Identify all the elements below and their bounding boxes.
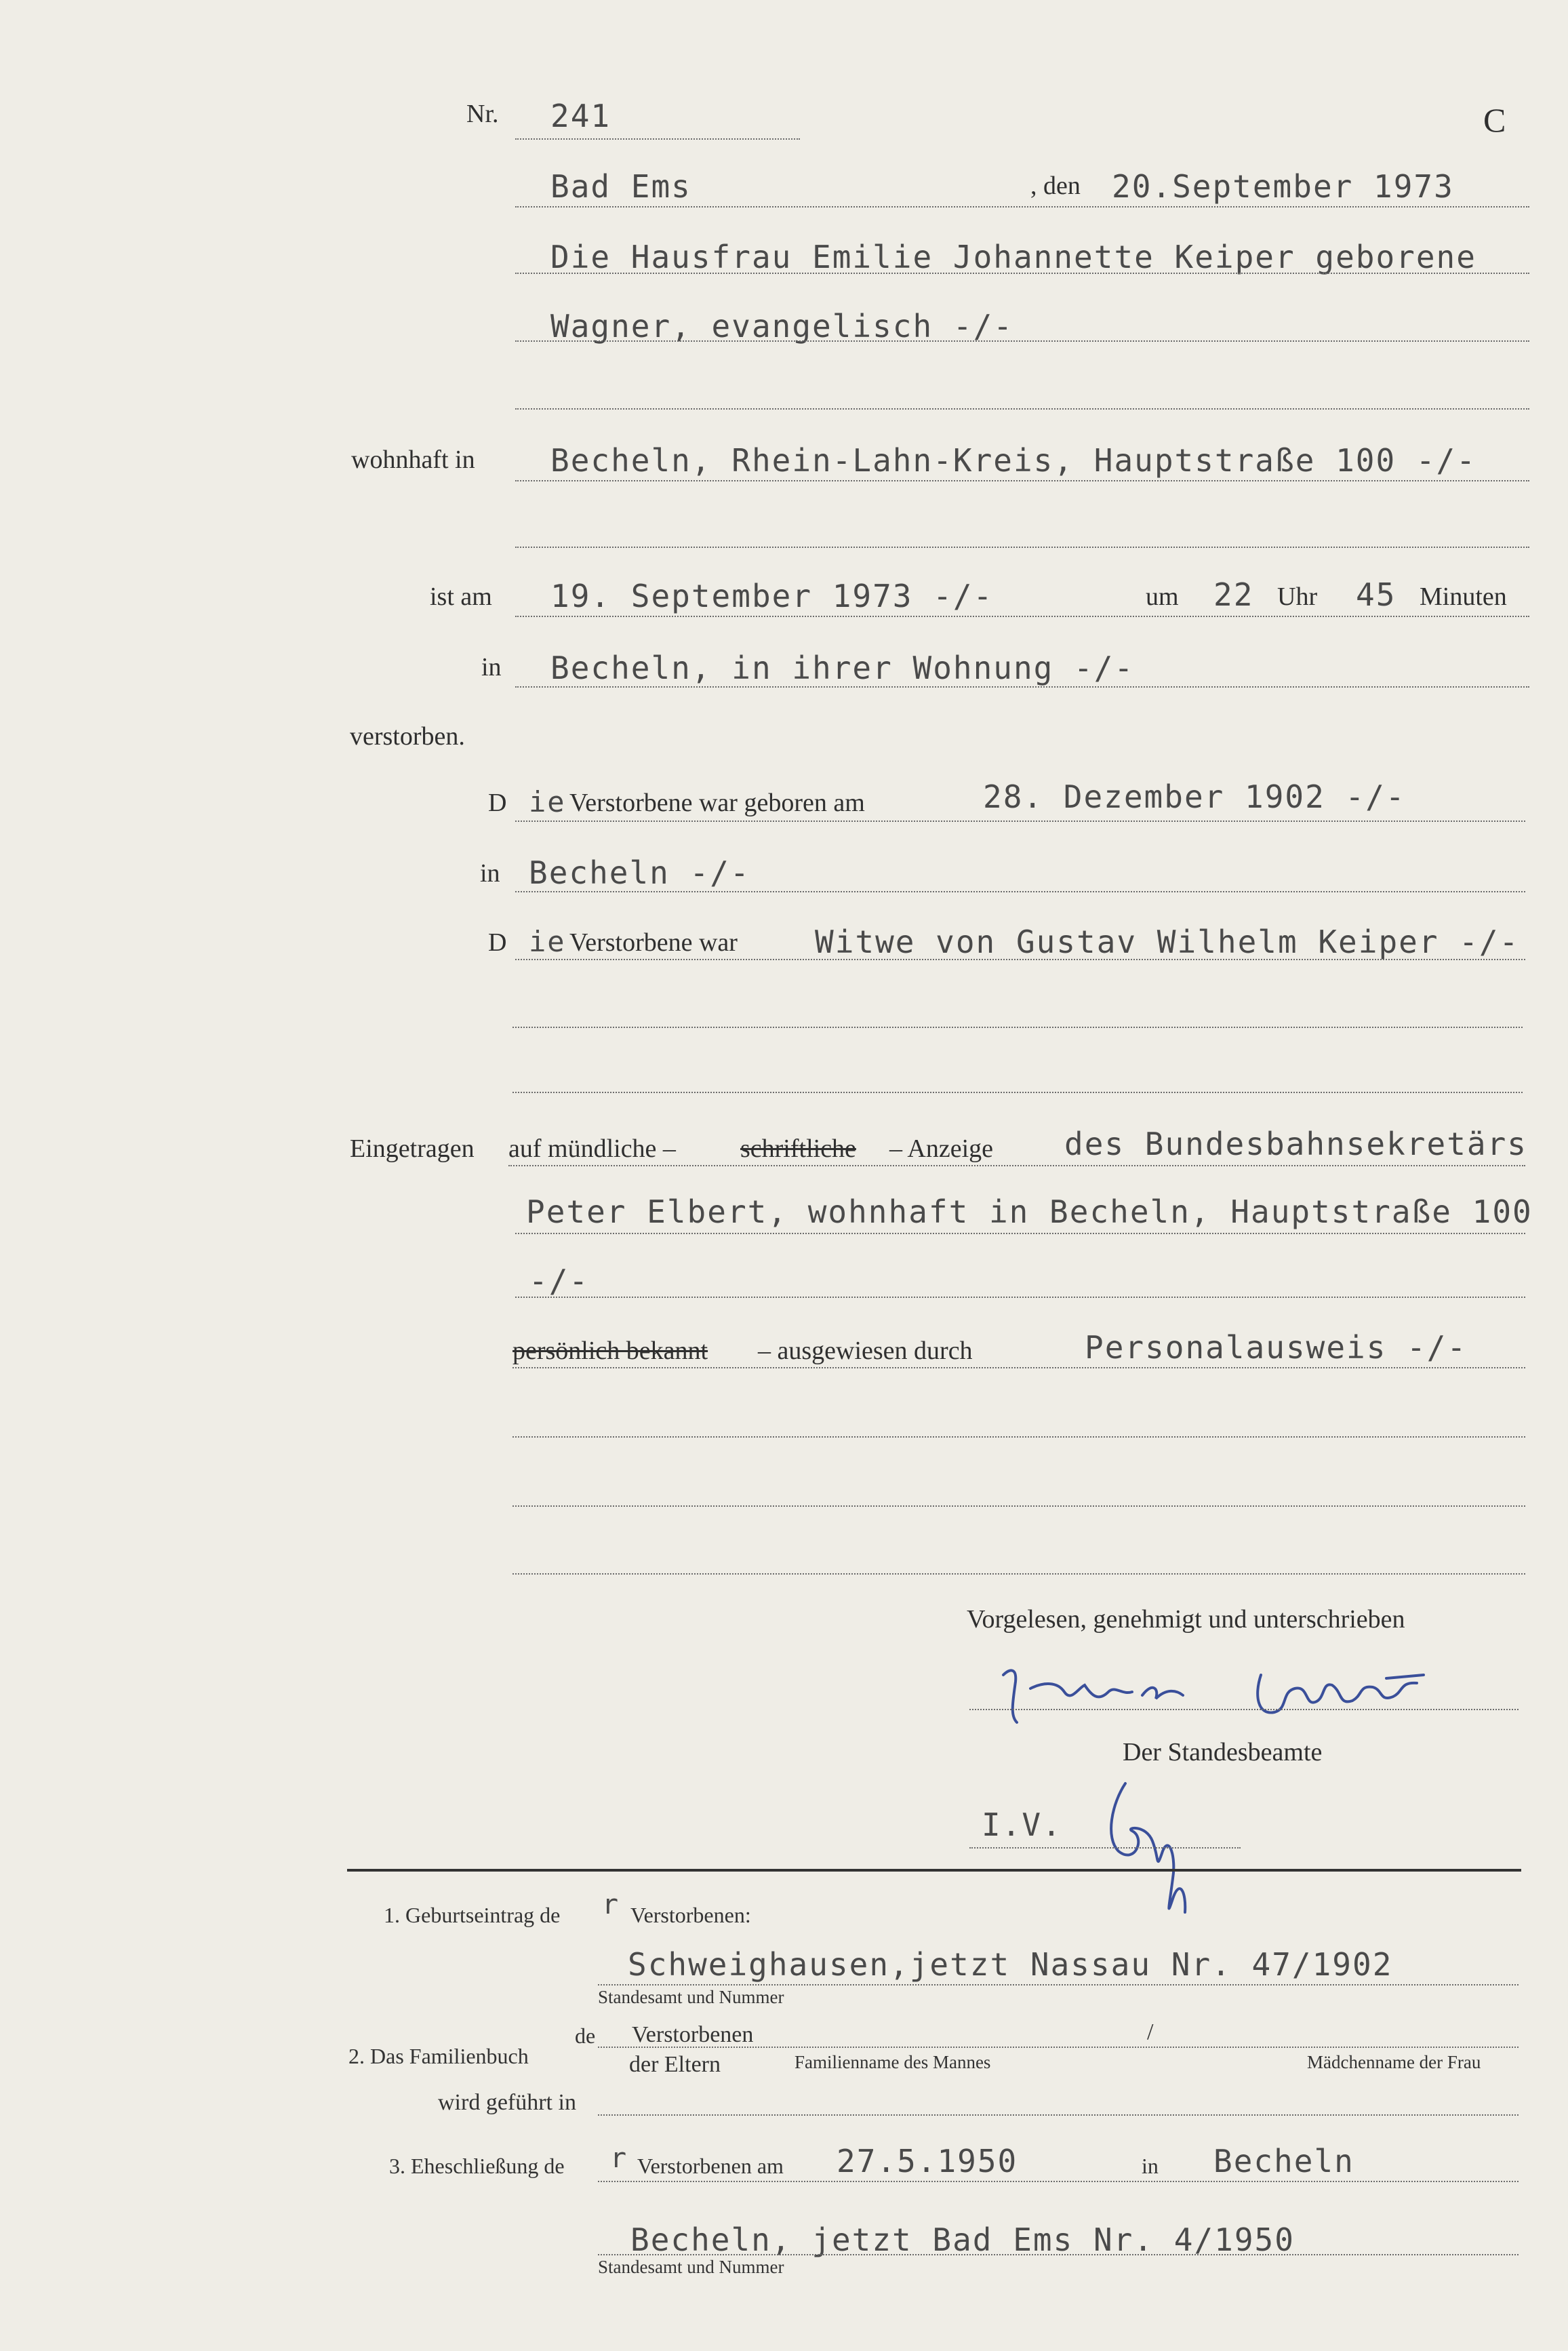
uhr-label: Uhr	[1277, 582, 1318, 611]
blank-rule-2	[512, 1505, 1525, 1507]
status-value: Witwe von Gustav Wilhelm Keiper -/-	[815, 924, 1520, 960]
item2-label: 2. Das Familienbuch	[348, 2044, 529, 2068]
um-label: um	[1146, 582, 1179, 611]
item1-rule	[598, 1984, 1519, 1985]
item3-rule-2	[598, 2254, 1519, 2255]
nr-label: Nr.	[466, 100, 499, 128]
death-minutes: 45	[1356, 576, 1396, 613]
signature-rule	[969, 1709, 1519, 1710]
item3-label-a: 3. Eheschließung de	[389, 2154, 565, 2178]
birth-place-label: in	[480, 859, 500, 888]
anzeige-label: – Anzeige	[889, 1134, 994, 1163]
death-hour: 22	[1213, 576, 1254, 613]
registry-date: 20.September 1973	[1112, 168, 1454, 205]
residence-rule	[515, 480, 1529, 481]
death-date-label: ist am	[430, 582, 492, 611]
den-label: , den	[1030, 172, 1081, 200]
report-value-3: -/-	[529, 1263, 590, 1299]
birth-date: 28. Dezember 1902 -/-	[983, 778, 1406, 815]
item2-eltern: der Eltern	[629, 2052, 721, 2077]
status-ie: ie	[529, 925, 566, 958]
vorgelesen-label: Vorgelesen, genehmigt und unterschrieben	[967, 1605, 1405, 1634]
birth-place-rule	[515, 891, 1525, 892]
item2-de: de	[575, 2023, 596, 2048]
item3-place: Becheln	[1213, 2143, 1354, 2179]
status-rule-2	[512, 1027, 1523, 1028]
identification-value: Personalausweis -/-	[1085, 1329, 1468, 1366]
birth-d-label: D	[488, 789, 507, 817]
status-label: Verstorbene war	[569, 928, 738, 957]
item2-maedchenname: Mädchenname der Frau	[1307, 2052, 1481, 2072]
birth-ie: ie	[529, 785, 566, 818]
standesamt-nummer-2: Standesamt und Nummer	[598, 2257, 784, 2277]
birth-label: Verstorbene war geboren am	[569, 789, 865, 817]
place-date-line	[515, 206, 1529, 208]
status-d-label: D	[488, 928, 507, 957]
residence-value: Becheln, Rhein-Lahn-Kreis, Hauptstraße 100 -/-	[550, 442, 1476, 479]
person-line-3-rule	[515, 408, 1529, 410]
item1-label-a: 1. Geburtseintrag de	[384, 1903, 561, 1927]
eingetragen-label: Eingetragen	[350, 1134, 475, 1163]
item3-in-label: in	[1142, 2154, 1159, 2178]
item2-slash: /	[1147, 2019, 1154, 2044]
birth-date-rule	[515, 821, 1525, 822]
signature-official	[1098, 1777, 1213, 1926]
death-date-rule	[515, 616, 1529, 617]
status-rule	[515, 959, 1525, 960]
report-value-2: Peter Elbert, wohnhaft in Becheln, Hauptstraße 100	[526, 1193, 1533, 1230]
death-place-rule	[515, 686, 1529, 688]
residence-label: wohnhaft in	[351, 446, 475, 474]
item2-familienname: Familienname des Mannes	[795, 2052, 991, 2072]
item3-label-b: Verstorbenen am	[637, 2154, 784, 2178]
death-place: Becheln, in ihrer Wohnung -/-	[550, 650, 1135, 686]
official-signature-rule	[969, 1847, 1241, 1849]
schriftlich-label: schriftliche	[740, 1134, 856, 1163]
status-rule-3	[512, 1092, 1523, 1093]
item3-value: Becheln, jetzt Bad Ems Nr. 4/1950	[630, 2221, 1295, 2258]
item3-date: 27.5.1950	[837, 2143, 1018, 2179]
item3-typed-r: r	[610, 2143, 628, 2174]
iv-label: I.V.	[982, 1806, 1062, 1843]
blank-rule-3	[512, 1573, 1525, 1575]
item1-label-b: Verstorbenen:	[630, 1903, 751, 1927]
residence-rule-2	[515, 547, 1529, 548]
blank-rule-1	[512, 1436, 1525, 1438]
report-rule	[508, 1165, 1525, 1166]
identification-rule	[512, 1367, 1525, 1368]
bekannt-label: persönlich bekannt	[512, 1337, 708, 1365]
muendlich-label: auf mündliche –	[508, 1134, 676, 1163]
form-letter: C	[1483, 101, 1506, 139]
birth-place: Becheln -/-	[529, 854, 750, 891]
item2-rule	[598, 2047, 1519, 2048]
item1-value: Schweighausen,jetzt Nassau Nr. 47/1902	[628, 1946, 1393, 1983]
report-rule-2	[515, 1233, 1525, 1234]
standesbeamte-label: Der Standesbeamte	[1123, 1738, 1323, 1766]
death-place-label: in	[481, 653, 502, 681]
death-date: 19. September 1973 -/-	[550, 578, 994, 614]
nr-line	[515, 138, 800, 140]
item3-rule	[598, 2181, 1519, 2182]
report-value-1: des Bundesbahnsekretärs	[1064, 1126, 1527, 1162]
report-rule-3	[515, 1297, 1525, 1298]
person-line-1-rule	[515, 273, 1529, 274]
person-line-1: Die Hausfrau Emilie Johannette Keiper geborene	[550, 239, 1476, 275]
record-number: 241	[550, 98, 611, 134]
ausgewiesen-label: – ausgewiesen durch	[758, 1337, 973, 1365]
item2-verstorbenen: Verstorbenen	[632, 2022, 754, 2047]
item2-rule-2	[598, 2114, 1519, 2116]
item2-gefuehrt: wird geführt in	[438, 2090, 576, 2115]
item1-typed-r: r	[602, 1889, 620, 1920]
person-line-2: Wagner, evangelisch -/-	[550, 308, 1013, 344]
section-divider	[347, 1869, 1521, 1872]
verstorben-label: verstorben.	[350, 722, 465, 751]
minuten-label: Minuten	[1420, 582, 1507, 611]
standesamt-nummer-1: Standesamt und Nummer	[598, 1987, 784, 2007]
signature-elbert	[990, 1655, 1464, 1736]
registry-place: Bad Ems	[550, 168, 691, 205]
person-line-2-rule	[515, 340, 1529, 342]
